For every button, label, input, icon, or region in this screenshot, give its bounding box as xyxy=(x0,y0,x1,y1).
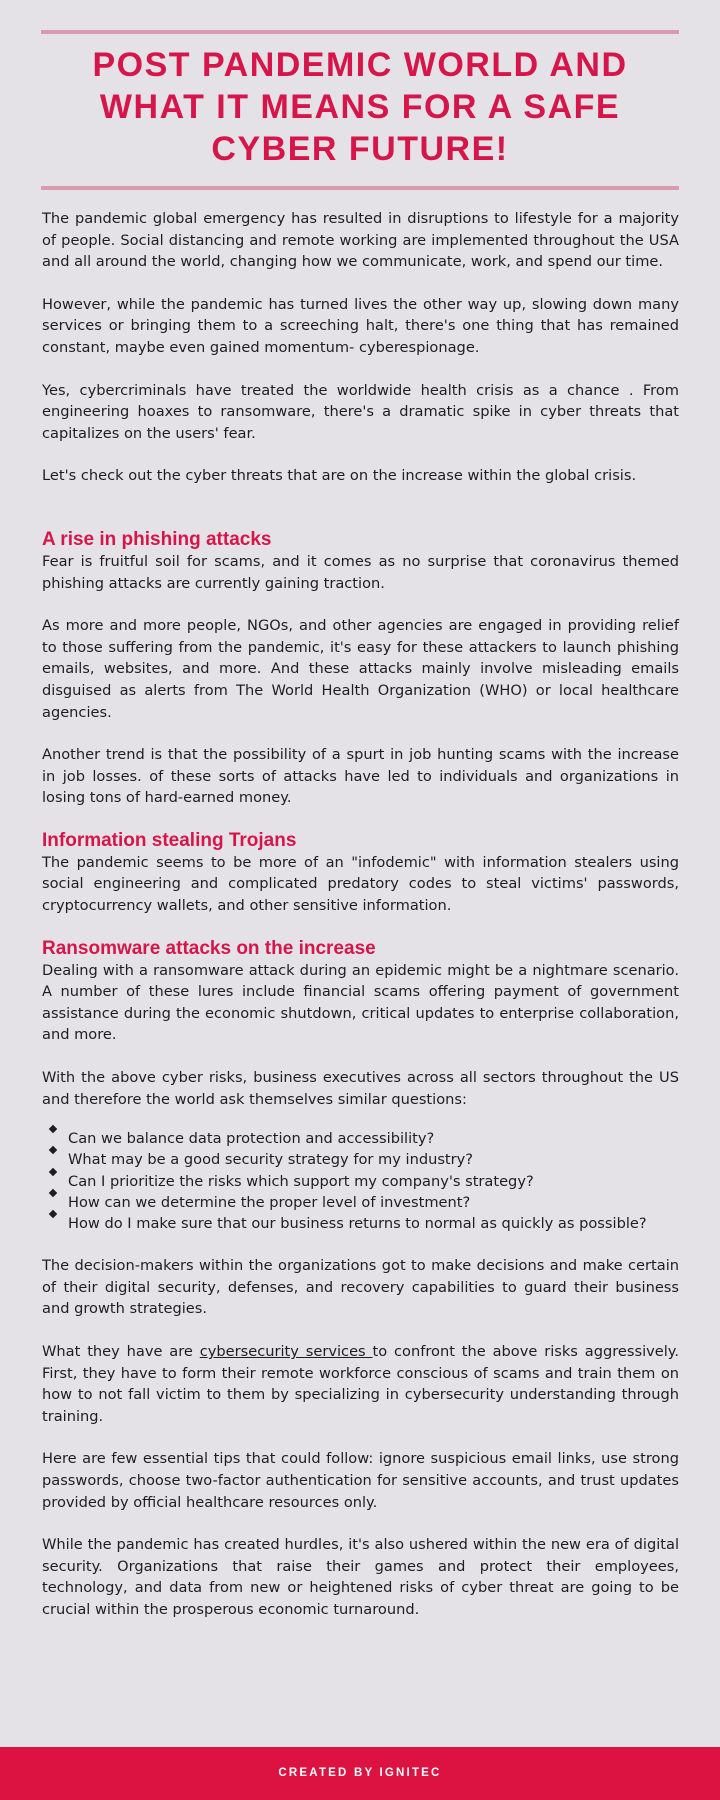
diamond-bullet-icon xyxy=(49,1125,57,1133)
section-paragraph: Fear is fruitful soil for scams, and it comes as no surprise that coronavirus themed phishing attacks are currently gaining traction. xyxy=(42,552,679,592)
intro-paragraph: However, while the pandemic has turned lives the other way up, slowing down many services or bringing them to a screeching halt, there's one thing that has remained constant, maybe even gained momentum- cyberespionage. xyxy=(42,295,679,356)
section-heading-trojans: Information stealing Trojans xyxy=(42,829,297,851)
footer-banner xyxy=(0,1747,720,1800)
question-text: How can we determine the proper level of investment? xyxy=(68,1193,471,1211)
page-title: POST PANDEMIC WORLD AND WHAT IT MEANS FOR A SAFE CYBER FUTURE! xyxy=(92,46,628,168)
section-paragraph: Dealing with a ransomware attack during an epidemic might be a nightmare scenario. A number of these lures include financial scams offering payment of government assistance during the economic shutdown, critical updates to enterprise collaboration, and more. xyxy=(42,961,679,1044)
closing-text: What they have are xyxy=(42,1343,200,1361)
title-bottom-rule xyxy=(41,186,679,190)
question-text: Can I prioritize the risks which support my company's strategy? xyxy=(68,1172,534,1190)
title-top-rule xyxy=(41,30,679,34)
section-paragraph: With the above cyber risks, business executives across all sectors throughout the US and therefore the world ask themselves similar questions: xyxy=(42,1069,679,1108)
section-paragraph: Another trend is that the possibility of a spurt in job hunting scams with the increase in job losses. of these sorts of attacks have led to individuals and organizations in losing tons of hard-earned money. xyxy=(42,746,679,807)
list-item xyxy=(42,1192,679,1213)
list-item xyxy=(42,1128,679,1149)
question-text: How do I make sure that our business returns to normal as quickly as possible? xyxy=(68,1215,647,1233)
article-body xyxy=(42,208,679,1642)
footer-credit: CREATED BY IGNITEC xyxy=(278,1767,442,1779)
cybersecurity-services-link[interactable]: cybersecurity services xyxy=(199,1343,373,1361)
list-item xyxy=(42,1213,679,1234)
section-paragraph: The pandemic seems to be more of an "infodemic" with information stealers using social engineering and complicated predatory codes to steal victims' passwords, cryptocurrency wallets, and other sensitive information. xyxy=(42,853,679,915)
question-text: Can we balance data protection and accessibility? xyxy=(68,1130,435,1148)
question-text: What may be a good security strategy for my industry? xyxy=(68,1151,474,1169)
intro-paragraph: The pandemic global emergency has resulted in disruptions to lifestyle for a majority of people. Social distancing and remote working are implemented throughout the USA and all around the world, changing how we communicate, work, and spend our time. xyxy=(42,210,679,271)
section-paragraph: As more and more people, NGOs, and other agencies are engaged in providing relief to those suffering from the pandemic, it's easy for these attackers to launch phishing emails, websites, and more. And these attacks mainly involve misleading emails disguised as alerts from The World Health Organization (WHO) or local healthcare agencies. xyxy=(42,617,679,721)
closing-paragraph: The decision-makers within the organizations got to make decisions and make certain of their digital security, defenses, and recovery capabilities to guard their business and growth strategies. xyxy=(42,1257,679,1318)
section-heading-phishing: A rise in phishing attacks xyxy=(42,528,272,550)
closing-paragraph: While the pandemic has created hurdles, it's also ushered within the new era of digital security. Organizations that raise their games and protect their employees, technology, and data from new or heightened risks of cyber threat are going to be crucial within the prosperous economic turnaround. xyxy=(42,1536,679,1618)
intro-paragraph: Yes, cybercriminals have treated the worldwide health crisis as a chance . From engineering hoaxes to ransomware, there's a dramatic spike in cyber threats that capitalizes on the users' fear. xyxy=(42,381,679,442)
list-item xyxy=(42,1171,679,1192)
closing-paragraph-with-link xyxy=(42,1341,679,1427)
closing-text: to confront the above risks aggressively. First, they have to form their remote workforce conscious of scams and train them on how to not fall victim to them by specializing in cybersecurity understanding through training. xyxy=(42,1343,680,1425)
intro-paragraph: Let's check out the cyber threats that are on the increase within the global crisis. xyxy=(42,467,637,485)
closing-paragraph: Here are few essential tips that could follow: ignore suspicious email links, use strong passwords, choose two-factor authentication for sensitive accounts, and trust updates provided by official healthcare resources only. xyxy=(42,1450,679,1511)
questions-list xyxy=(42,1128,679,1234)
list-item xyxy=(42,1149,679,1170)
section-heading-ransomware: Ransomware attacks on the increase xyxy=(42,937,376,959)
